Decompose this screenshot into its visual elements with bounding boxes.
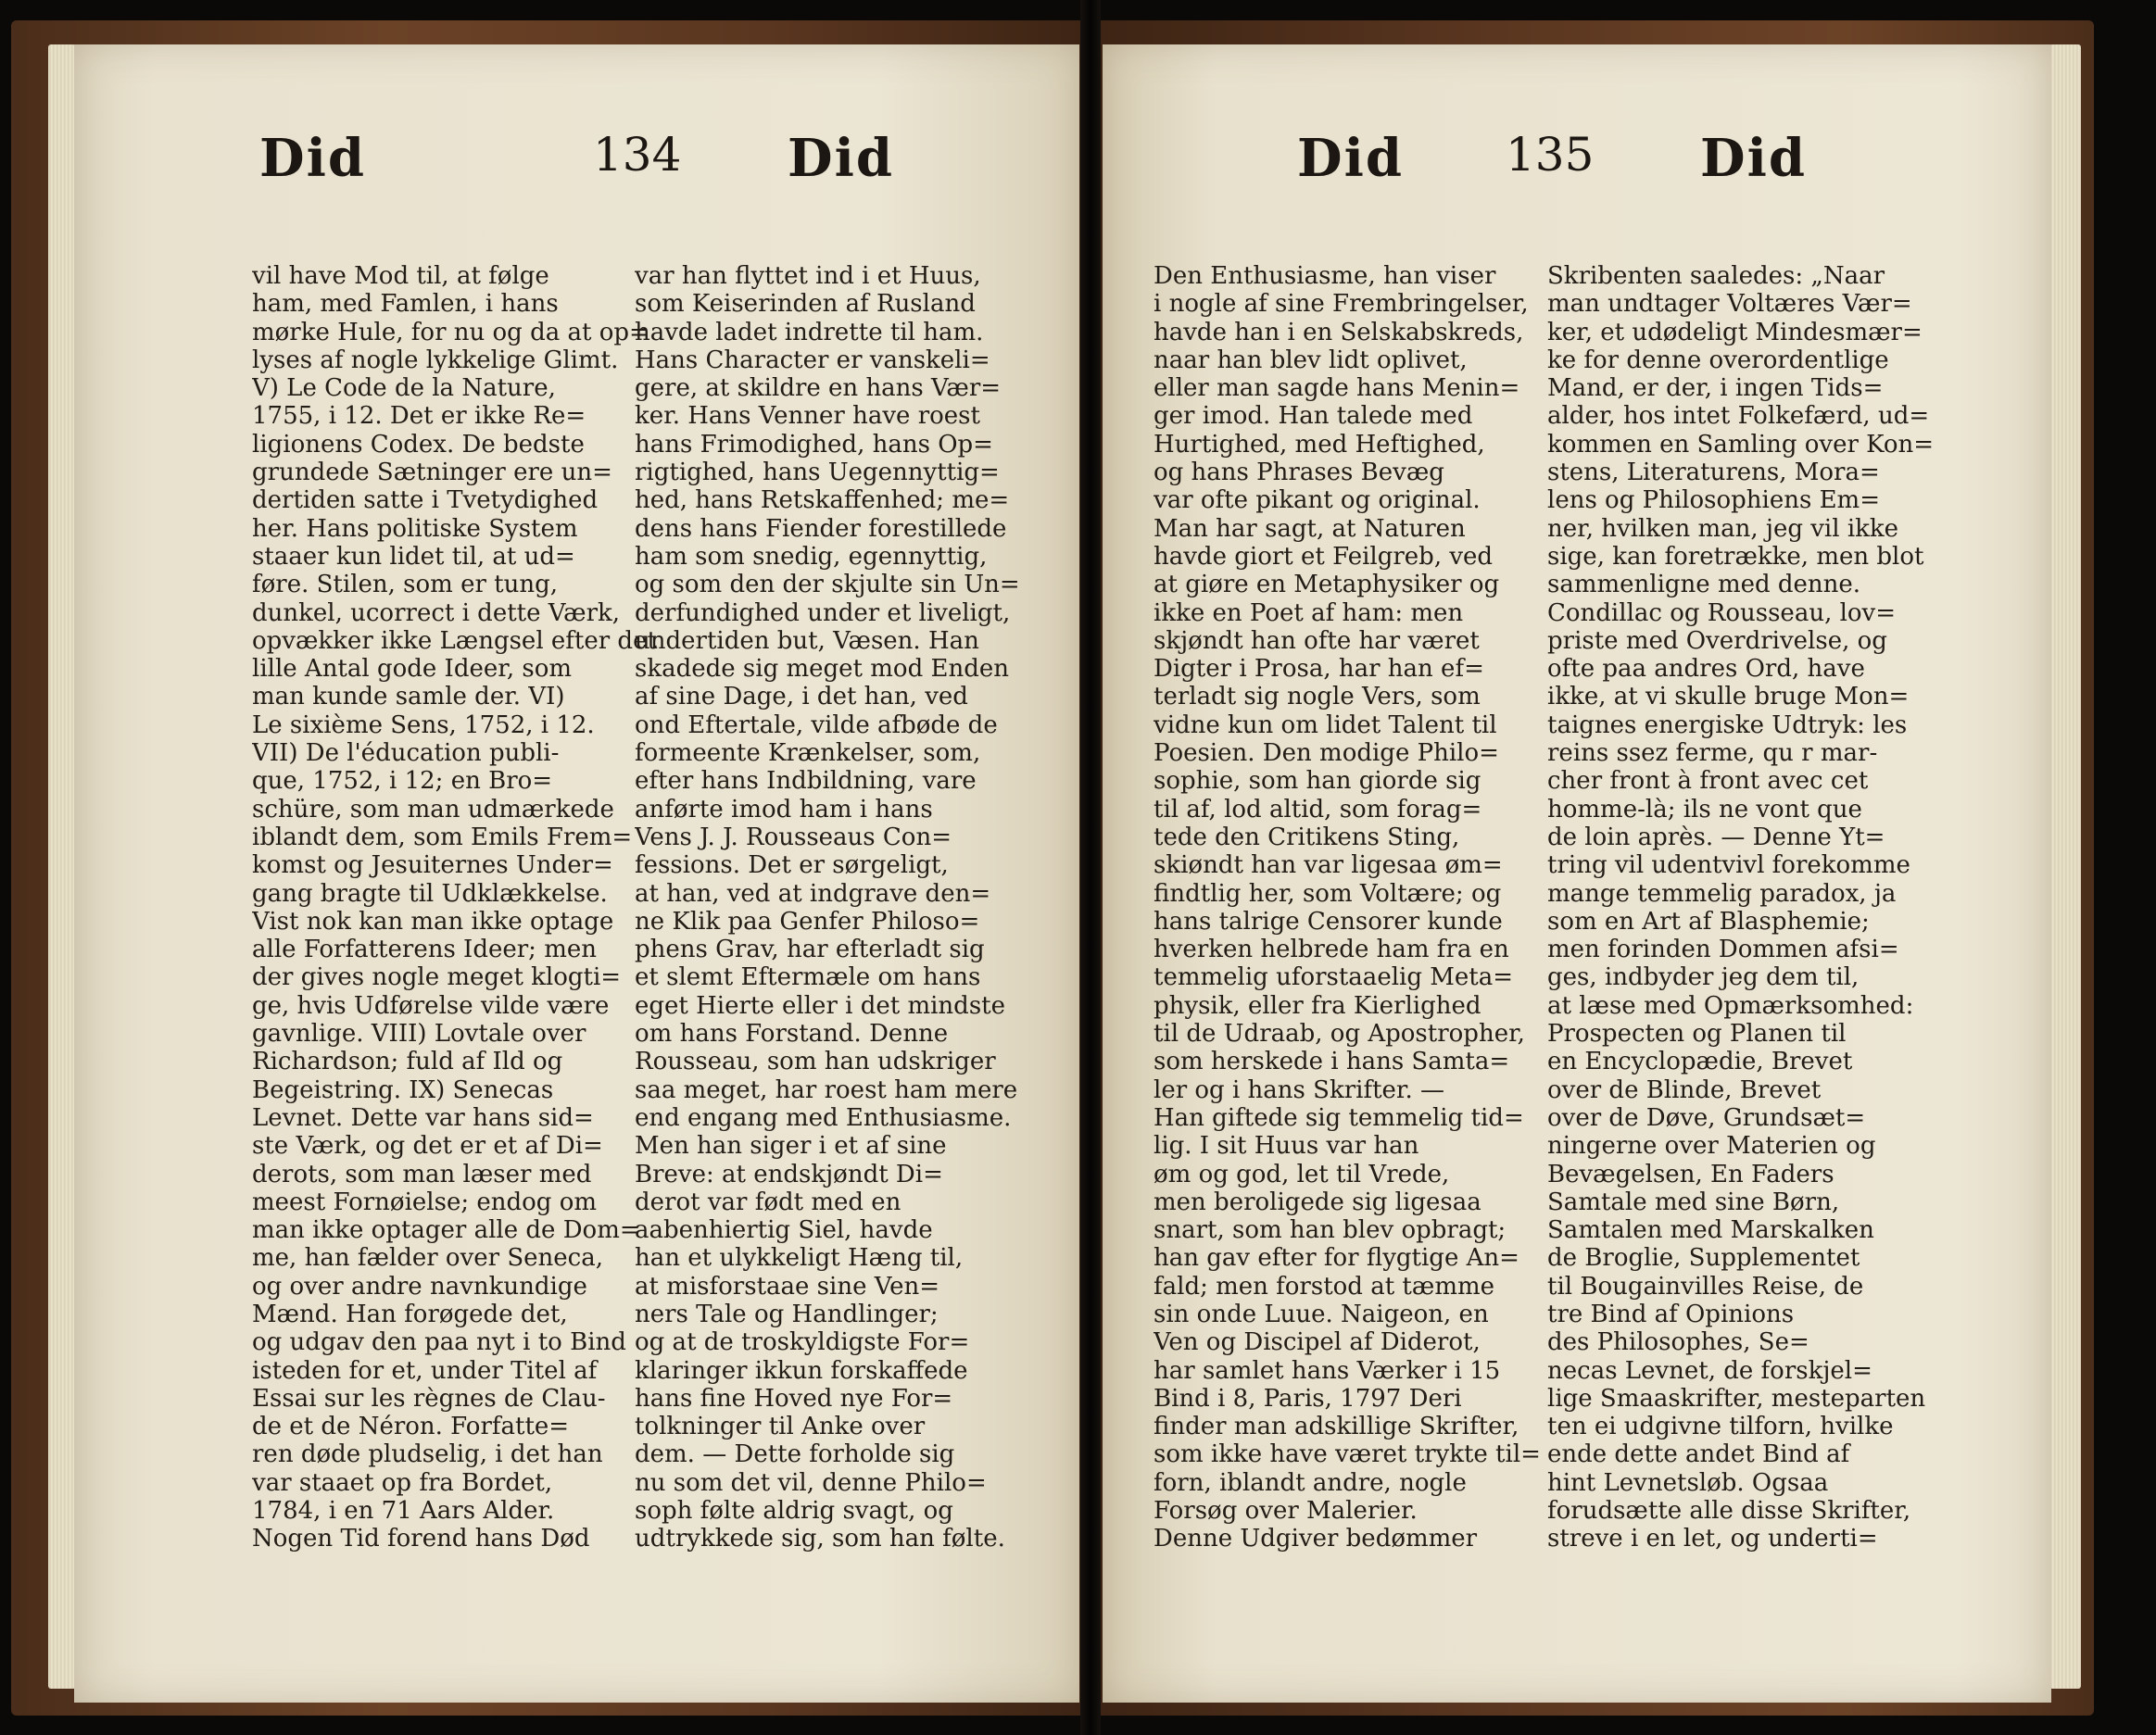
text-line: Han giftede sig temmelig tid= xyxy=(1154,1103,1524,1132)
text-line: Skribenten saaledes: „Naar xyxy=(1547,262,1885,290)
text-line: fald; men forstod at tæmme xyxy=(1154,1272,1495,1301)
left-page xyxy=(74,44,1079,1703)
text-line: Rousseau, som han udskriger xyxy=(635,1048,996,1076)
text-line: over de Døve, Grundsæt= xyxy=(1547,1103,1866,1132)
text-line: aabenhiertig Siel, havde xyxy=(635,1216,933,1245)
text-line: om hans Forstand. Denne xyxy=(635,1020,949,1049)
text-line: de Broglie, Supplementet xyxy=(1547,1244,1860,1273)
text-line: ker, et udødeligt Mindesmær= xyxy=(1547,318,1923,346)
text-line: og som den der skjulte sin Un= xyxy=(635,571,1020,599)
text-line: priste med Overdrivelse, og xyxy=(1547,626,1887,655)
text-line: hint Levnetsløb. Ogsaa xyxy=(1547,1468,1829,1497)
text-line: men beroligede sig ligesaa xyxy=(1154,1188,1481,1216)
text-line: Poesien. Den modige Philo= xyxy=(1154,739,1499,768)
text-line: reins ssez ferme, qu r mar- xyxy=(1547,739,1878,768)
text-line: naar han blev lidt oplivet, xyxy=(1154,346,1468,374)
text-line: skiøndt han var ligesaa øm= xyxy=(1154,851,1503,880)
text-line: ikke en Poet af ham: men xyxy=(1154,598,1464,627)
text-line: men forinden Dommen afsi= xyxy=(1547,936,1899,964)
text-line: gavnlige. VIII) Lovtale over xyxy=(252,1020,586,1049)
text-line: ners Tale og Handlinger; xyxy=(635,1300,939,1328)
text-line: af sine Dage, i det han, ved xyxy=(635,683,968,711)
text-line: tre Bind af Opinions xyxy=(1547,1300,1795,1328)
text-line: at læse med Opmærksomhed: xyxy=(1547,991,1914,1020)
text-line: stens, Literaturens, Mora= xyxy=(1547,459,1880,487)
text-line: ne Klik paa Genfer Philoso= xyxy=(635,907,980,936)
text-line: forn, iblandt andre, nogle xyxy=(1154,1468,1467,1497)
text-line: til af, lod altid, som forag= xyxy=(1154,795,1482,823)
text-line: soph følte aldrig svagt, og xyxy=(635,1497,953,1526)
text-line: Samtalen med Marskalken xyxy=(1547,1216,1874,1245)
text-line: ger imod. Han talede med xyxy=(1154,402,1473,431)
text-line: Bind i 8, Paris, 1797 Deri xyxy=(1154,1384,1462,1413)
text-line: over de Blinde, Brevet xyxy=(1547,1075,1822,1104)
text-line: lyses af nogle lykkelige Glimt. xyxy=(252,346,619,374)
text-line: var ofte pikant og original. xyxy=(1154,486,1481,515)
text-line: dens hans Fiender forestillede xyxy=(635,514,1007,543)
text-line: Condillac og Rousseau, lov= xyxy=(1547,598,1897,627)
text-line: sige, kan foretrække, men blot xyxy=(1547,542,1924,571)
text-line: homme-là; ils ne vont que xyxy=(1547,795,1862,823)
text-line: cher front à front avec cet xyxy=(1547,767,1869,796)
text-line: fessions. Det er sørgeligt, xyxy=(635,851,949,880)
text-line: tede den Critikens Sting, xyxy=(1154,823,1460,851)
text-line: ge, hvis Udførelse vilde være xyxy=(252,991,610,1020)
text-line: anførte imod ham i hans xyxy=(635,795,933,823)
text-line: findtlig her, som Voltære; og xyxy=(1154,879,1502,908)
text-line: dem. — Dette forholde sig xyxy=(635,1440,955,1469)
left-page-column-1 xyxy=(252,262,657,1553)
text-line: opvækker ikke Længsel efter det xyxy=(252,626,657,655)
text-line: øm og god, let til Vrede, xyxy=(1154,1160,1450,1188)
text-line: derfundighed under et liveligt, xyxy=(635,598,1011,627)
text-line: havde giort et Feilgreb, ved xyxy=(1154,542,1494,571)
text-line: phens Grav, har efterladt sig xyxy=(635,936,985,964)
text-line: sammenligne med denne. xyxy=(1547,571,1861,599)
text-line: de loin après. — Denne Yt= xyxy=(1547,823,1885,851)
text-line: havde ladet indrette til ham. xyxy=(635,318,984,346)
right-page xyxy=(1103,44,2051,1703)
text-line: physik, eller fra Kierlighed xyxy=(1154,991,1481,1020)
header-word-right: Did xyxy=(1700,128,1807,189)
text-line: ikke, at vi skulle bruge Mon= xyxy=(1547,683,1910,711)
text-line: Begeistring. IX) Senecas xyxy=(252,1075,554,1104)
text-line: Denne Udgiver bedømmer xyxy=(1154,1525,1478,1553)
header-word-right: Did xyxy=(788,128,894,189)
header-word-left: Did xyxy=(259,128,366,189)
text-line: hans talrige Censorer kunde xyxy=(1154,907,1503,936)
text-line: vil have Mod til, at følge xyxy=(252,262,549,290)
text-line: hans fine Hoved nye For= xyxy=(635,1384,953,1413)
text-line: ler og i hans Skrifter. — xyxy=(1154,1075,1445,1104)
text-line: nu som det vil, denne Philo= xyxy=(635,1468,987,1497)
page-number: 135 xyxy=(1506,128,1595,182)
text-line: man undtager Voltæres Vær= xyxy=(1547,290,1912,319)
text-line: hans Frimodighed, hans Op= xyxy=(635,430,993,459)
text-line: klaringer ikkun forskaffede xyxy=(635,1356,968,1385)
text-line: 1755, i 12. Det er ikke Re= xyxy=(252,402,586,431)
text-line: ker. Hans Venner have roest xyxy=(635,402,980,431)
text-line: undertiden but, Væsen. Han xyxy=(635,626,979,655)
page-number: 134 xyxy=(593,128,682,182)
text-line: Forsøg over Malerier. xyxy=(1154,1497,1418,1526)
text-line: ham, med Famlen, i hans xyxy=(252,290,559,319)
text-line: forudsætte alle disse Skrifter, xyxy=(1547,1497,1911,1526)
text-line: lig. I sit Huus var han xyxy=(1154,1132,1419,1161)
text-line: 1784, i en 71 Aars Alder. xyxy=(252,1497,555,1526)
text-line: Mænd. Han forøgede det, xyxy=(252,1300,568,1328)
text-line: rigtighed, hans Uegennyttig= xyxy=(635,459,1000,487)
text-line: V) Le Code de la Nature, xyxy=(252,374,556,403)
text-line: temmelig uforstaaelig Meta= xyxy=(1154,963,1513,992)
text-line: og udgav den paa nyt i to Bind xyxy=(252,1328,626,1357)
text-line: gang bragte til Udklækkelse. xyxy=(252,879,608,908)
text-line: alder, hos intet Folkefærd, ud= xyxy=(1547,402,1930,431)
text-line: som en Art af Blasphemie; xyxy=(1547,907,1870,936)
text-line: at misforstaae sine Ven= xyxy=(635,1272,940,1301)
text-line: ham som snedig, egennyttig, xyxy=(635,542,988,571)
text-line: gere, at skildre en hans Vær= xyxy=(635,374,1002,403)
text-line: man kunde samle der. VI) xyxy=(252,683,565,711)
text-line: Vist nok kan man ikke optage xyxy=(252,907,614,936)
text-line: derot var født med en xyxy=(635,1188,901,1216)
text-line: ren døde pludselig, i det han xyxy=(252,1440,603,1469)
text-line: alle Forfatterens Ideer; men xyxy=(252,936,597,964)
text-line: Ven og Discipel af Diderot, xyxy=(1154,1328,1481,1357)
text-line: taignes energiske Udtryk: les xyxy=(1547,710,1908,739)
right-page-column-1 xyxy=(1154,262,1541,1553)
right-page-column-2 xyxy=(1547,262,1934,1553)
text-line: Levnet. Dette var hans sid= xyxy=(252,1103,594,1132)
text-line: at giøre en Metaphysiker og xyxy=(1154,571,1500,599)
text-line: har samlet hans Værker i 15 xyxy=(1154,1356,1501,1385)
text-line: her. Hans politiske System xyxy=(252,514,578,543)
text-line: ke for denne overordentlige xyxy=(1547,346,1889,374)
text-line: Nogen Tid forend hans Død xyxy=(252,1525,590,1553)
text-line: tring vil udentvivl forekomme xyxy=(1547,851,1910,880)
text-line: isteden for et, under Titel af xyxy=(252,1356,598,1385)
text-line: ten ei udgivne tilforn, hvilke xyxy=(1547,1413,1894,1441)
text-line: mørke Hule, for nu og da at op= xyxy=(252,318,649,346)
text-line: som ikke have været trykte til= xyxy=(1154,1440,1541,1469)
text-line: eget Hierte eller i det mindste xyxy=(635,991,1005,1020)
text-line: eller man sagde hans Menin= xyxy=(1154,374,1520,403)
text-line: hverken helbrede ham fra en xyxy=(1154,936,1509,964)
text-line: hed, hans Retskaffenhed; me= xyxy=(635,486,1010,515)
text-line: des Philosophes, Se= xyxy=(1547,1328,1809,1357)
text-line: føre. Stilen, som er tung, xyxy=(252,571,559,599)
text-line: de et de Néron. Forfatte= xyxy=(252,1413,570,1441)
text-line: lige Smaaskrifter, mesteparten xyxy=(1547,1384,1926,1413)
text-line: ligionens Codex. De bedste xyxy=(252,430,585,459)
text-line: schüre, som man udmærkede xyxy=(252,795,614,823)
text-line: streve i en let, og underti= xyxy=(1547,1525,1878,1553)
text-line: et slemt Eftermæle om hans xyxy=(635,963,981,992)
text-line: saa meget, har roest ham mere xyxy=(635,1075,1018,1104)
text-line: iblandt dem, som Emils Frem= xyxy=(252,823,633,851)
header-word-left: Did xyxy=(1297,128,1404,189)
text-line: og at de troskyldigste For= xyxy=(635,1328,970,1357)
text-line: Essai sur les règnes de Clau- xyxy=(252,1384,606,1413)
text-line: var han flyttet ind i et Huus, xyxy=(635,262,981,290)
text-line: tolkninger til Anke over xyxy=(635,1413,926,1441)
left-page-column-2 xyxy=(635,262,1020,1553)
text-line: og over andre navnkundige xyxy=(252,1272,587,1301)
text-line: terladt sig nogle Vers, som xyxy=(1154,683,1481,711)
text-line: som herskede i hans Samta= xyxy=(1154,1048,1510,1076)
page-edges-right xyxy=(2049,44,2081,1689)
text-line: Hurtighed, med Heftighed, xyxy=(1154,430,1485,459)
text-line: mange temmelig paradox, ja xyxy=(1547,879,1897,908)
text-line: Richardson; fuld af Ild og xyxy=(252,1048,563,1076)
text-line: Mand, er der, i ingen Tids= xyxy=(1547,374,1884,403)
text-line: grundede Sætninger ere un= xyxy=(252,459,612,487)
text-line: sin onde Luue. Naigeon, en xyxy=(1154,1300,1489,1328)
text-line: Samtale med sine Børn, xyxy=(1547,1188,1840,1216)
right-page-header xyxy=(1103,128,2051,230)
text-line: ende dette andet Bind af xyxy=(1547,1440,1850,1469)
text-line: som Keiserinden af Rusland xyxy=(635,290,976,319)
text-line: dunkel, ucorrect i dette Værk, xyxy=(252,598,621,627)
text-line: finder man adskillige Skrifter, xyxy=(1154,1413,1519,1441)
text-line: ste Værk, og det er et af Di= xyxy=(252,1132,603,1161)
text-line: sophie, som han giorde sig xyxy=(1154,767,1481,796)
text-line: necas Levnet, de forskjel= xyxy=(1547,1356,1872,1385)
text-line: Breve: at endskjøndt Di= xyxy=(635,1160,943,1188)
text-line: formeente Krænkelser, som, xyxy=(635,739,981,768)
text-line: var staaet op fra Bordet, xyxy=(252,1468,553,1497)
text-line: komst og Jesuiternes Under= xyxy=(252,851,613,880)
text-line: skjøndt han ofte har været xyxy=(1154,626,1480,655)
text-line: Hans Character er vanskeli= xyxy=(635,346,990,374)
text-line: Vens J. J. Rousseaus Con= xyxy=(635,823,952,851)
text-line: me, han fælder over Seneca, xyxy=(252,1244,604,1273)
text-line: Le sixième Sens, 1752, i 12. xyxy=(252,710,595,739)
text-line: end engang med Enthusiasme. xyxy=(635,1103,1012,1132)
text-line: skadede sig meget mod Enden xyxy=(635,655,1009,684)
text-line: ningerne over Materien og xyxy=(1547,1132,1876,1161)
text-line: derots, som man læser med xyxy=(252,1160,592,1188)
text-line: ges, indbyder jeg dem til, xyxy=(1547,963,1860,992)
text-line: snart, som han blev opbragt; xyxy=(1154,1216,1507,1245)
left-page-header xyxy=(74,128,1079,230)
text-line: Man har sagt, at Naturen xyxy=(1154,514,1466,543)
text-line: lens og Philosophiens Em= xyxy=(1547,486,1880,515)
text-line: Prospecten og Planen til xyxy=(1547,1020,1847,1049)
text-line: Den Enthusiasme, han viser xyxy=(1154,262,1496,290)
text-line: meest Fornøielse; endog om xyxy=(252,1188,597,1216)
text-line: udtrykkede sig, som han følte. xyxy=(635,1525,1005,1553)
text-line: lille Antal gode Ideer, som xyxy=(252,655,572,684)
text-line: han et ulykkeligt Hæng til, xyxy=(635,1244,964,1273)
text-line: vidne kun om lidet Talent til xyxy=(1154,710,1497,739)
text-line: til de Udraab, og Apostropher, xyxy=(1154,1020,1525,1049)
text-line: der gives nogle meget klogti= xyxy=(252,963,622,992)
text-line: ner, hvilken man, jeg vil ikke xyxy=(1547,514,1899,543)
text-line: que, 1752, i 12; en Bro= xyxy=(252,767,553,796)
text-line: til Bougainvilles Reise, de xyxy=(1547,1272,1864,1301)
text-line: kommen en Samling over Kon= xyxy=(1547,430,1935,459)
text-line: Men han siger i et af sine xyxy=(635,1132,947,1161)
text-line: efter hans Indbildning, vare xyxy=(635,767,977,796)
text-line: og hans Phrases Bevæg xyxy=(1154,459,1444,487)
book-gutter xyxy=(1080,0,1101,1735)
text-line: man ikke optager alle de Dom= xyxy=(252,1216,640,1245)
text-line: Bevægelsen, En Faders xyxy=(1547,1160,1834,1188)
text-line: staaer kun lidet til, at ud= xyxy=(252,542,575,571)
text-line: han gav efter for flygtige An= xyxy=(1154,1244,1519,1273)
text-line: havde han i en Selskabskreds, xyxy=(1154,318,1524,346)
text-line: en Encyclopædie, Brevet xyxy=(1547,1048,1853,1076)
text-line: dertiden satte i Tvetydighed xyxy=(252,486,599,515)
text-line: ond Eftertale, vilde afbøde de xyxy=(635,710,998,739)
text-line: i nogle af sine Frembringelser, xyxy=(1154,290,1529,319)
text-line: Digter i Prosa, har han ef= xyxy=(1154,655,1484,684)
text-line: at han, ved at indgrave den= xyxy=(635,879,991,908)
text-line: VII) De l'éducation publi- xyxy=(252,739,560,768)
page-edges-left xyxy=(48,44,76,1689)
text-line: ofte paa andres Ord, have xyxy=(1547,655,1865,684)
